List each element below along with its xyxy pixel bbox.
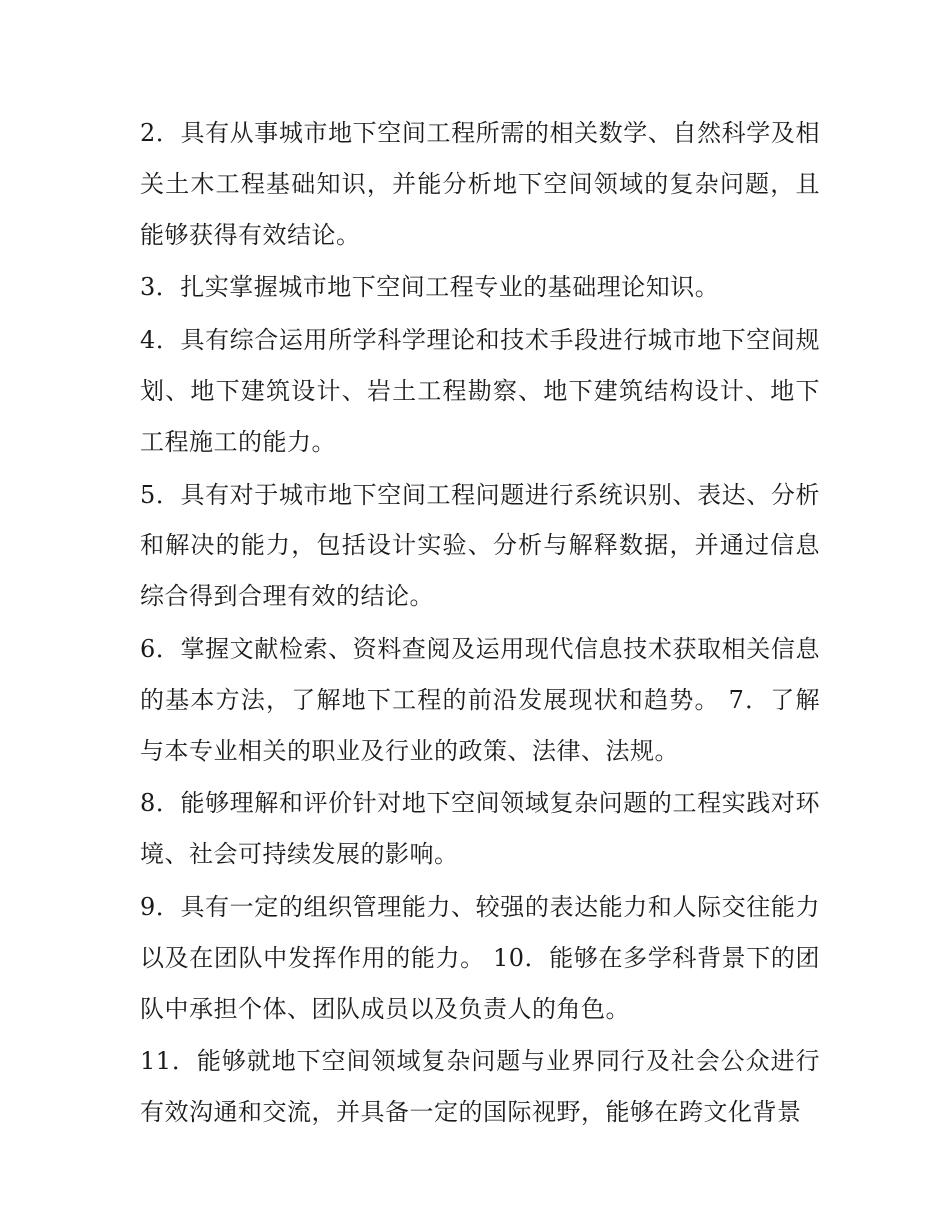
paragraph-item-5: 5．具有对于城市地下空间工程问题进行系统识别、表达、分析和解决的能力，包括设计实验、分析与解释数据，并通过信息综合得到合理有效的结论。 (140, 480, 820, 611)
paragraph-item-4: 4．具有综合运用所学科学理论和技术手段进行城市地下空间规划、地下建筑设计、岩土工程勘察、地下建筑结构设计、地下工程施工的能力。 (140, 326, 820, 456)
paragraph-item-11: 11．能够就地下空间领域复杂问题与业界同行及社会公众进行有效沟通和交流，并具备一定的国际视野，能够在跨文化背景 (140, 1047, 820, 1127)
paragraph-item-9-10: 9．具有一定的组织管理能力、较强的表达能力和人际交往能力以及在团队中发挥作用的能力。 10．能够在多学科背景下的团队中承担个体、团队成员以及负责人的角色。 (140, 892, 820, 1023)
paragraph-item-2: 2．具有从事城市地下空间工程所需的相关数学、自然科学及相关土木工程基础知识，并能分析地下空间领域的复杂问题，且能够获得有效结论。 (140, 119, 820, 249)
paragraph-item-8: 8．能够理解和评价针对地下空间领域复杂问题的工程实践对环境、社会可持续发展的影响。 (140, 789, 820, 869)
paragraph-item-6-7: 6．掌握文献检索、资料查阅及运用现代信息技术获取相关信息的基本方法，了解地下工程的前沿发展现状和趋势。 7．了解与本专业相关的职业及行业的政策、法律、法规。 (140, 634, 820, 765)
paragraph-item-3: 3．扎实掌握城市地下空间工程专业的基础理论知识。 (140, 273, 720, 302)
document-body (140, 108, 820, 1140)
